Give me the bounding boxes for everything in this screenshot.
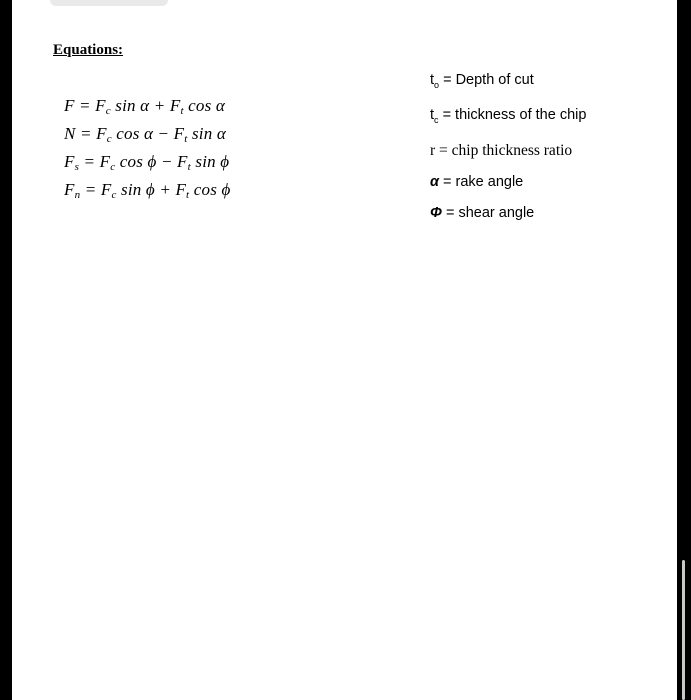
definition-chip-thickness-ratio: r = chip thickness ratio (430, 142, 573, 159)
document-page (12, 0, 677, 700)
equation-normal-shear-force: $F_n = F_c$ $\sin \phi + F_t$ cos ϕ (64, 180, 231, 201)
definition-chip-thickness: $t_c$ = thickness of the chip (430, 107, 587, 125)
equation-shear-force: $F_s = F_c$ $\cos \phi - F_t$ sin ϕ (64, 152, 230, 173)
definition-shear-angle: Φ = shear angle (430, 205, 535, 221)
definition-depth-of-cut: $t_o$ = Depth of cut (430, 72, 534, 90)
scrollbar-thumb[interactable] (682, 560, 685, 700)
equation-friction-force: $F = F_c$ $\sin \alpha + F_t$ cos α (64, 96, 226, 117)
page-top-tab (50, 0, 168, 6)
equation-normal-force: $N = F_c$ $\cos \alpha - F_t$ sin α (64, 124, 226, 145)
equations-heading: Equations: (53, 42, 124, 58)
definition-rake-angle: α = rake angle (430, 174, 524, 190)
